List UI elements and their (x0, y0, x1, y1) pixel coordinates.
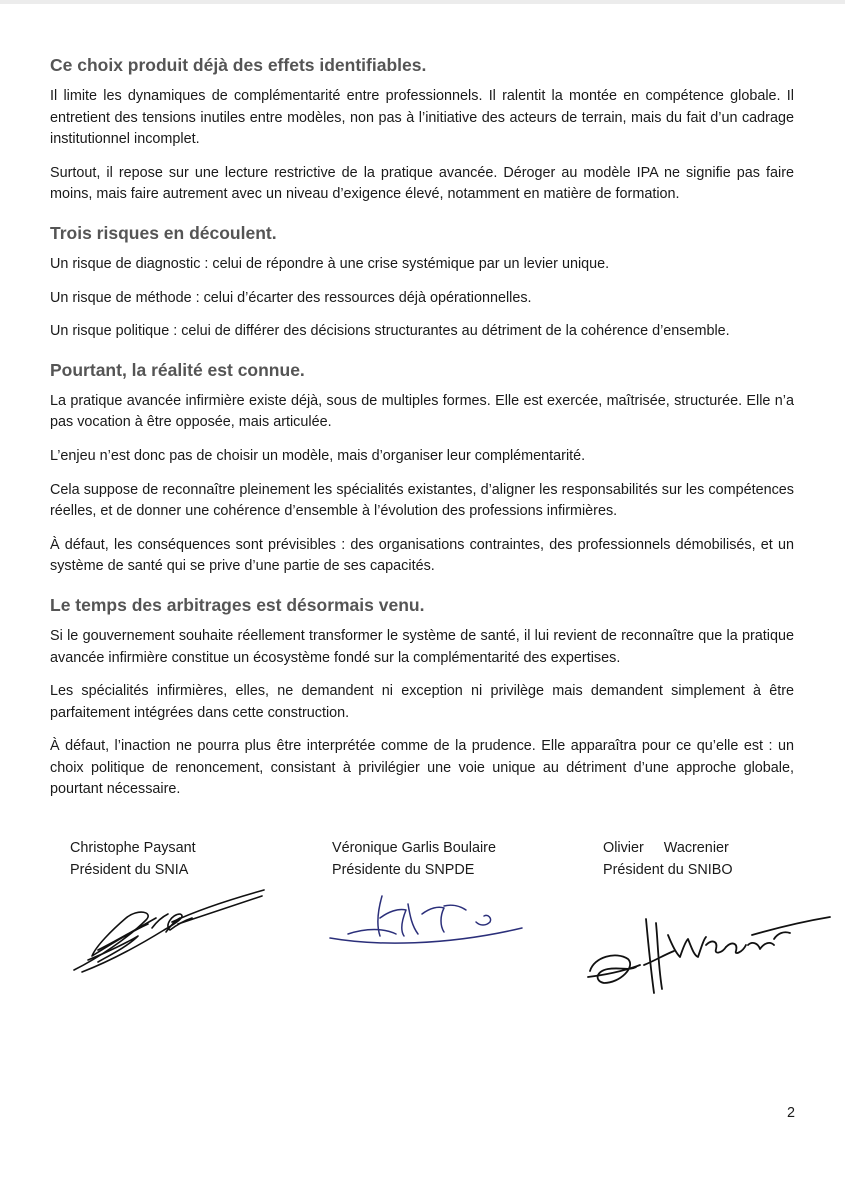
handwritten-signature (584, 905, 834, 1000)
paragraph: Surtout, il repose sur une lecture restrictive de la pratique avancée. Déroger au modèle IPA ne signifie pas faire moins, mais faire autrement avec un niveau d’exigence élevé, notamment en matière de formation. (50, 164, 794, 203)
handwritten-signature (326, 888, 526, 958)
paragraph: Il limite les dynamiques de complémentarité entre professionnels. Il ralentit la montée en compétence globale. Il entretient des tensions inutiles entre modèles, non pas à l’initiative des acteurs de terrain, mais du fait d’un cadrage institutionnel incomplet. (50, 88, 794, 148)
paragraph: Les spécialités infirmières, elles, ne demandent ni exception ni privilège mais demandent simplement à être parfaitement intégrées dans cette construction. (50, 683, 794, 721)
paragraph: La pratique avancée infirmière existe déjà, sous de multiples formes. Elle est exercée, maîtrisée, structurée. Elle n’a pas vocation à être opposée, mais articulée. (50, 392, 794, 431)
signatory-name: Véronique Garlis Boulaire (332, 840, 496, 856)
paragraph: Un risque de diagnostic : celui de répondre à une crise systémique par un levier unique. (50, 255, 610, 272)
section-heading: Le temps des arbitrages est désormais venu. (50, 594, 425, 615)
paragraph: À défaut, l’inaction ne pourra plus être interprétée comme de la prudence. Elle apparaîtra pour ce qu’elle est : un choix politique de renoncement, consistant à privilégier une voie unique au détriment d’une approche globale, pourtant nécessaire. (50, 738, 794, 798)
page-number: 2 (786, 1105, 795, 1121)
signatory-block (603, 838, 733, 881)
section-heading: Pourtant, la réalité est connue. (50, 359, 305, 380)
document-body (50, 52, 794, 813)
paragraph: À défaut, les conséquences sont prévisibles : des organisations contraintes, des professionnels démobilisés, et un système de santé qui se prive d’une partie de ses capacités. (50, 536, 794, 575)
paragraph: Cela suppose de reconnaître pleinement les spécialités existantes, d’aligner les responsabilités sur les compétences réelles, et de donner une cohérence d’ensemble à l’évolution des professions infirmières. (50, 481, 794, 520)
section-heading: Ce choix produit déjà des effets identifiables. (50, 55, 427, 75)
signatory-block (332, 838, 496, 881)
paragraph: Si le gouvernement souhaite réellement transformer le système de santé, il lui revient de reconnaître que la pratique avancée infirmière constitue un écosystème fondé sur la complémentarité des expertises. (50, 627, 794, 666)
paragraph: Un risque politique : celui de différer des décisions structurantes au détriment de la cohérence d’ensemble. (50, 323, 730, 340)
signatory-block (70, 838, 196, 881)
handwritten-signature (68, 880, 268, 980)
signatory-name: Christophe Paysant (70, 840, 196, 856)
signatory-name: Olivier Wacrenier (603, 840, 729, 856)
signatory-title: Présidente du SNPDE (332, 861, 475, 878)
signatory-title: Président du SNIA (70, 861, 189, 878)
paragraph: Un risque de méthode : celui d’écarter des ressources déjà opérationnelles. (50, 289, 532, 306)
signatory-title: Président du SNIBO (603, 861, 733, 878)
section-heading: Trois risques en découlent. (50, 222, 277, 243)
paragraph: L’enjeu n’est donc pas de choisir un modèle, mais d’organiser leur complémentarité. (50, 447, 586, 464)
